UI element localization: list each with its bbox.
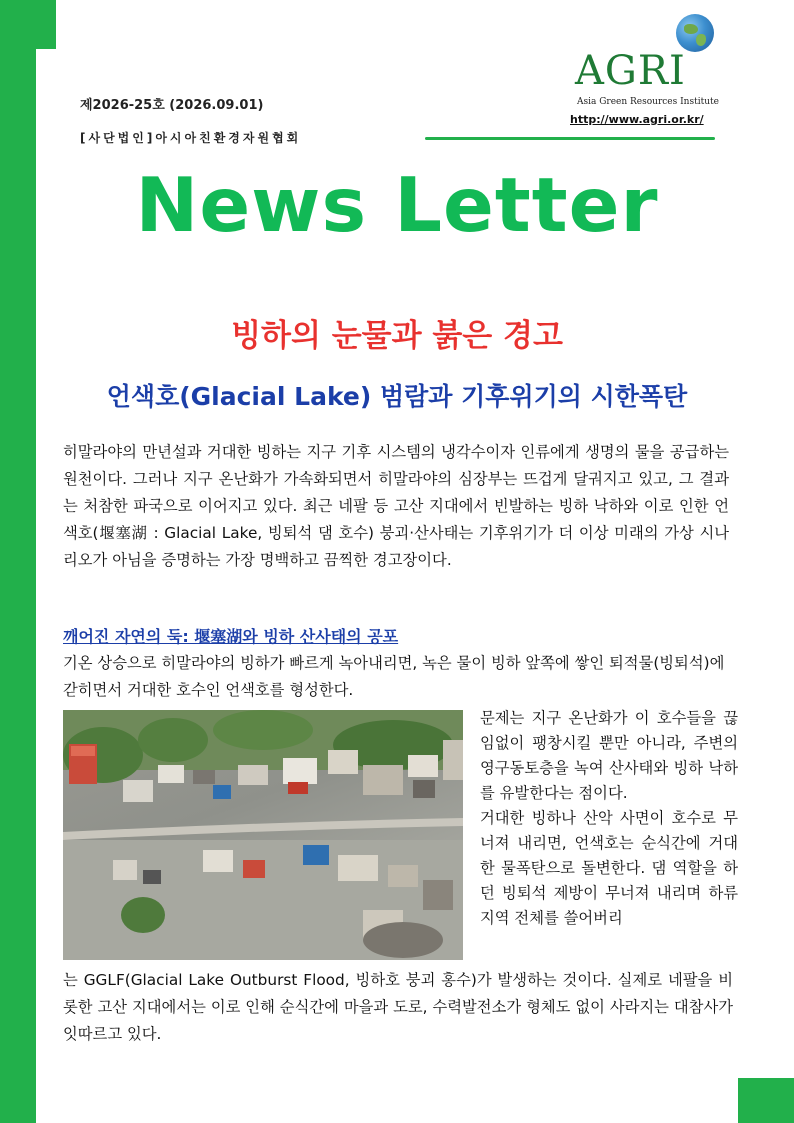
flood-aerial-photo xyxy=(63,710,463,960)
issue-number: 제2026-25호 (2026.09.01) xyxy=(80,98,264,113)
organization-name: [사단법인]아시아친환경자원협회 xyxy=(80,131,302,145)
section-heading: 깨어진 자연의 둑: 堰塞湖와 빙하 산사태의 공포 xyxy=(63,627,399,646)
newsletter-masthead: News Letter xyxy=(135,161,659,249)
top-green-notch xyxy=(36,0,56,49)
logo-subtitle: Asia Green Resources Institute xyxy=(577,97,719,107)
article-subtitle: 언색호(Glacial Lake) 범람과 기후위기의 시한폭탄 xyxy=(106,382,688,411)
continued-paragraph: 는 GGLF(Glacial Lake Outburst Flood, 빙하호 붕괴 홍수)가 발생하는 것이다. 실제로 네팔을 비롯한 고산 지대에서는 이로 인해 순식간에 마을과 도로, 수력발전소가 형체도 없이 사라지는 대참사가 잇따르고 있다. xyxy=(63,971,733,1043)
body-paragraph: 기온 상승으로 히말라야의 빙하가 빠르게 녹아내리면, 녹은 물이 빙하 앞쪽에 쌓인 퇴적물(빙퇴석)에 갇히면서 거대한 호수인 언색호를 형성한다. xyxy=(63,654,725,699)
header-divider xyxy=(425,137,715,140)
bottom-right-green-block xyxy=(738,1078,794,1123)
agri-logo: AGRI xyxy=(575,48,686,94)
website-link[interactable]: http://www.agri.or.kr/ xyxy=(570,113,704,126)
article-title: 빙하의 눈물과 붉은 경고 xyxy=(231,318,563,354)
side-paragraph-1: 문제는 지구 온난화가 이 호수들을 끊임없이 팽창시킬 뿐만 아니라, 주변의 영구동토층을 녹여 산사태와 빙하 낙하를 유발한다는 점이다. xyxy=(480,709,738,802)
side-paragraph-2: 거대한 빙하나 산악 사면이 호수로 무너져 내리면, 언색호는 순식간에 거대한 물폭탄으로 돌변한다. 댐 역할을 하던 빙퇴석 제방이 무너져 내리며 하류 지역 전체를 쓸어버리 xyxy=(480,809,738,927)
intro-paragraph: 히말라야의 만년설과 거대한 빙하는 지구 기후 시스템의 냉각수이자 인류에게 생명의 물을 공급하는 원천이다. 그러나 지구 온난화가 가속화되면서 히말라야의 심장부는 뜨겁게 달궈지고 있고, 그 결과는 처참한 파국으로 이어지고 있다. 최근 네팔 등 고산 지대에서 빈발하는 빙하 낙하와 이로 인한 언색호(堰塞湖 : Glacial Lake, 빙퇴석 댐 호수) 붕괴·산사태는 기후위기가 더 이상 미래의 가상 시나리오가 아님을 증명하는 가장 명백하고 끔찍한 경고장이다. xyxy=(63,443,729,569)
globe-icon xyxy=(676,14,714,52)
side-column-text xyxy=(480,706,738,931)
